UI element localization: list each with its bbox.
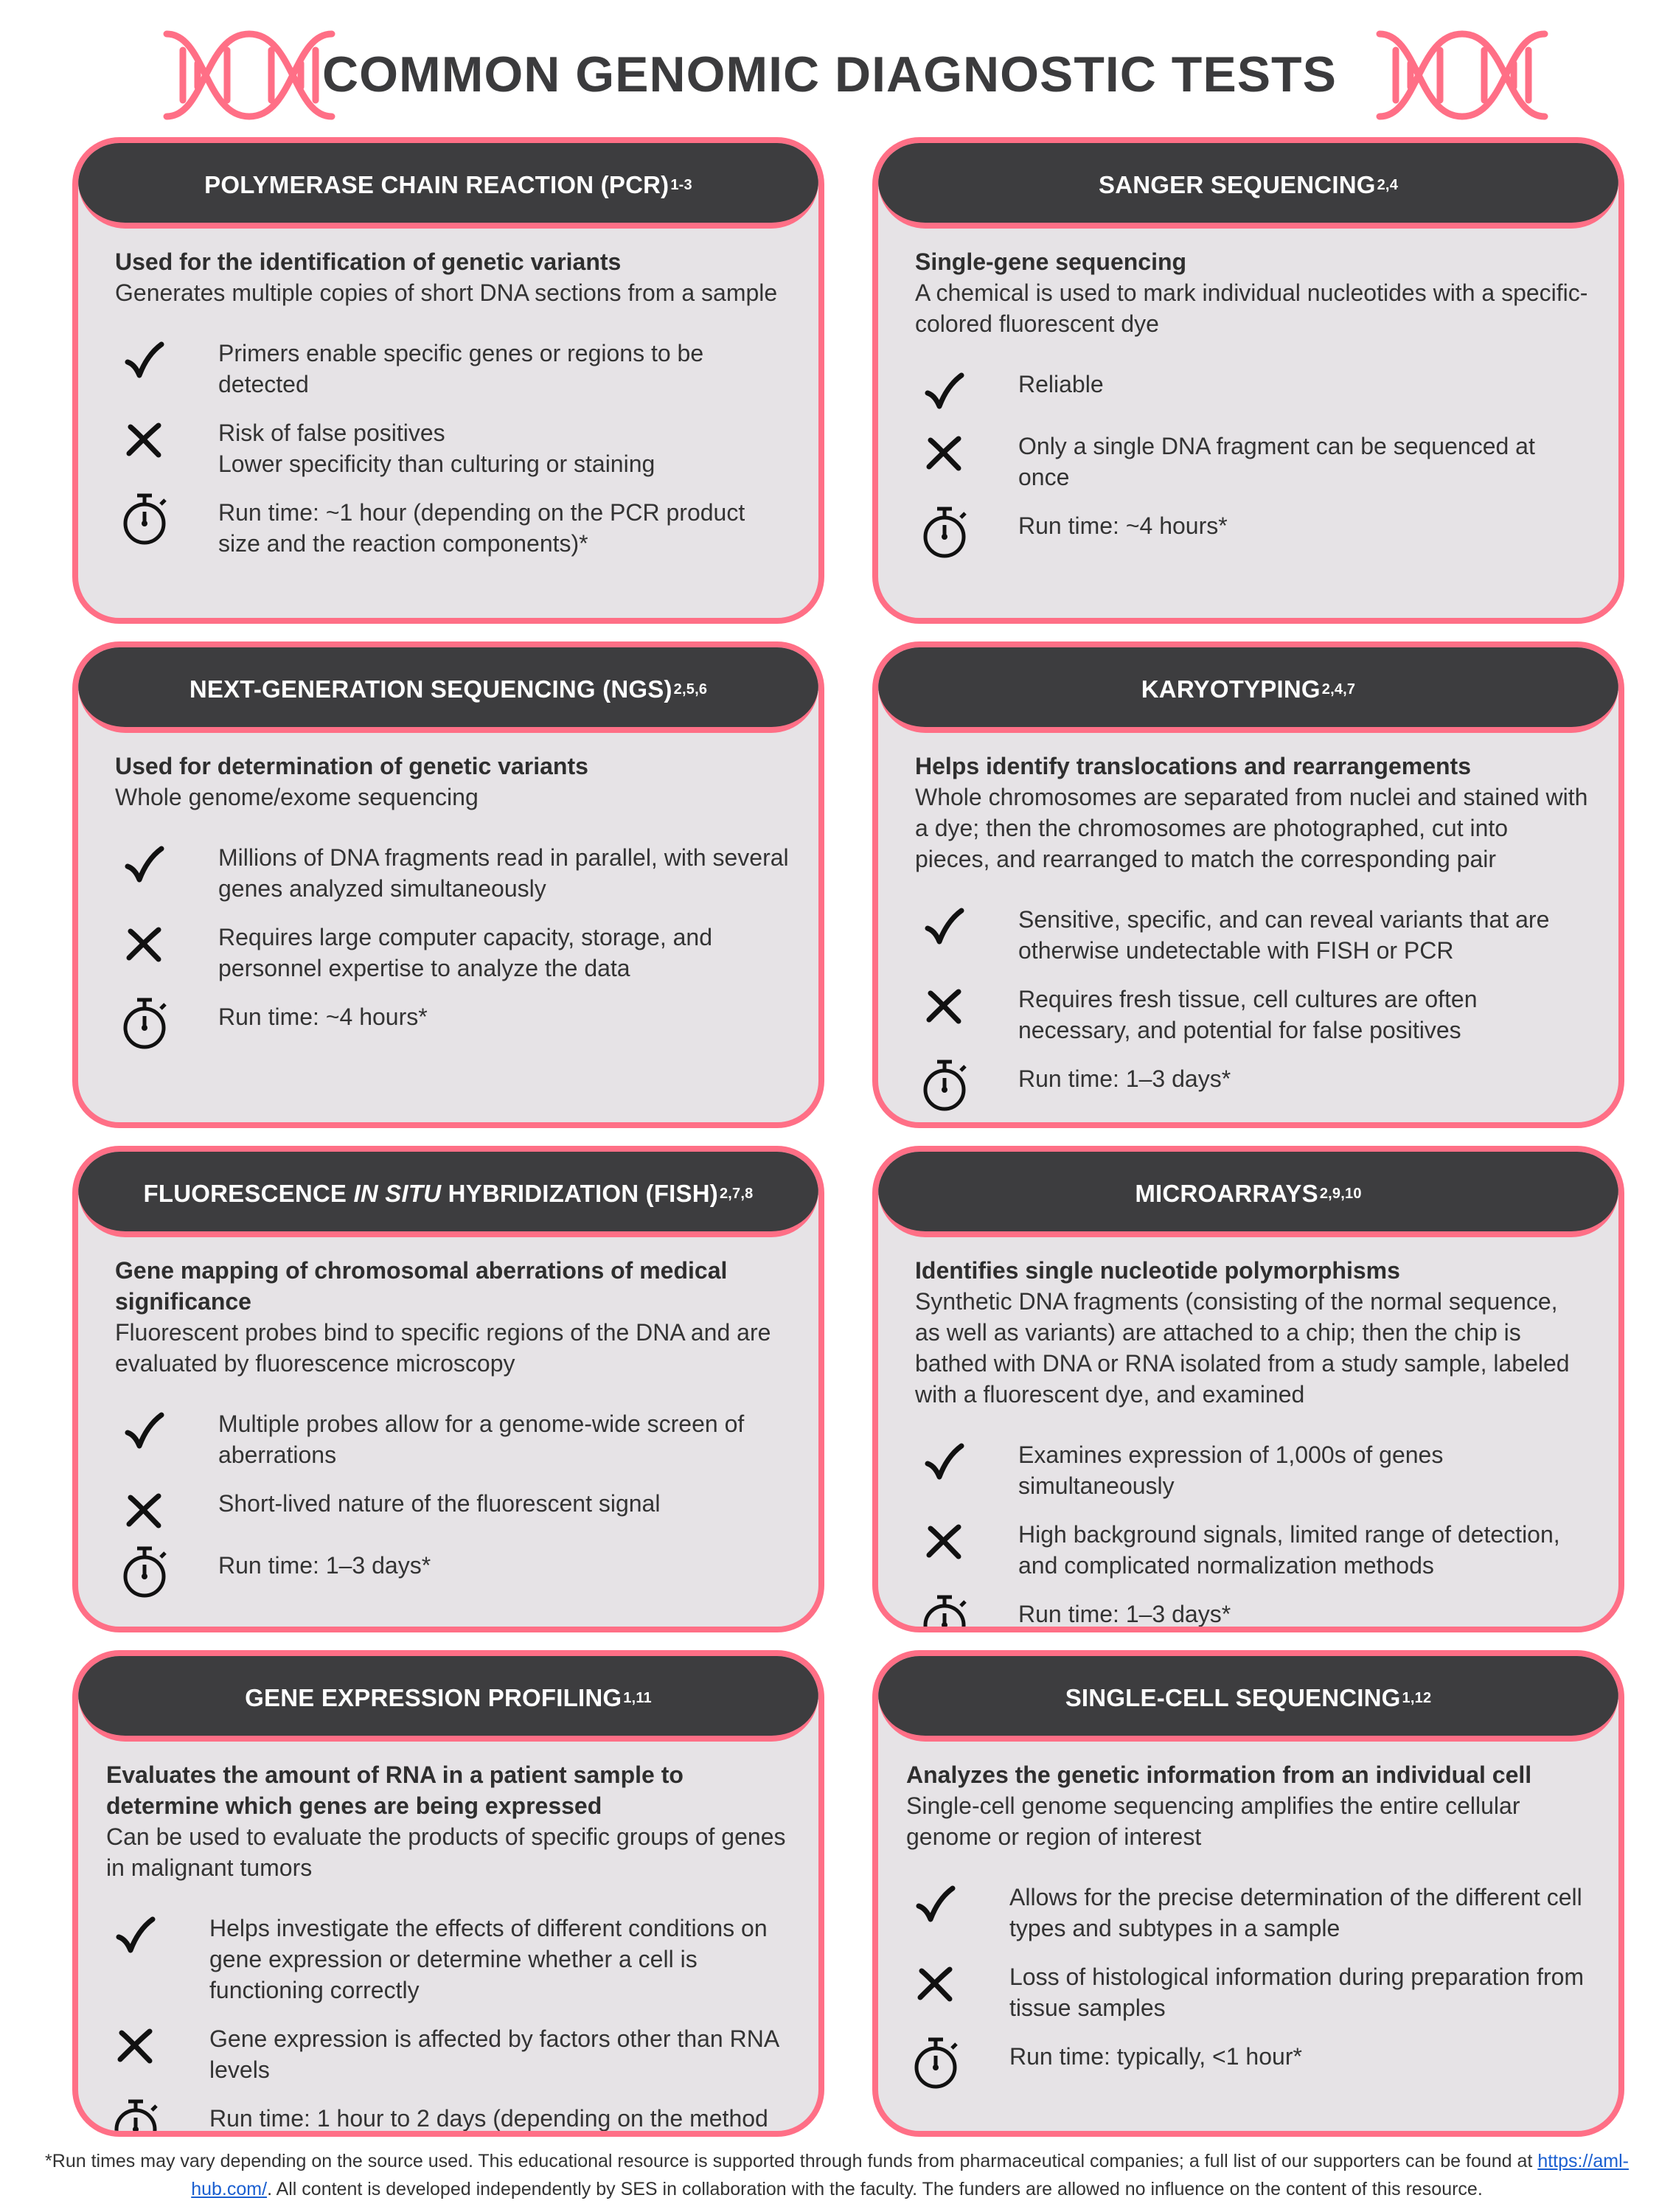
card-description: Synthetic DNA fragments (consisting of the normal sequence, as well as variants) are attached to a chip; then the chip is bathed with DNA or RNA isolated from a study sample, labeled with a fluorescent dye, and examined: [915, 1288, 1570, 1408]
advantage-text: Multiple probes allow for a genome-wide screen of aberrations: [218, 1411, 745, 1468]
runtime-row: [915, 1063, 1589, 1107]
test-card: [72, 137, 824, 624]
card-title-text: POLYMERASE CHAIN REACTION (PCR): [204, 171, 669, 198]
runtime-row: [915, 510, 1589, 554]
test-card: [872, 1650, 1624, 2137]
cross-icon: [915, 1519, 974, 1563]
test-card: [72, 641, 824, 1128]
card-title: MICROARRAYS 2,9,10: [878, 1152, 1618, 1237]
advantage-row: [906, 1882, 1589, 1944]
card-title: KARYOTYPING 2,4,7: [878, 647, 1618, 733]
footer-note: [44, 2147, 1630, 2203]
advantage-row: [915, 904, 1589, 966]
card-body: [906, 1759, 1589, 2103]
card-description: Whole chromosomes are separated from nuclei and stained with a dye; then the chromosomes are photographed, cut into pieces, and rearranged to match the corresponding pair: [915, 784, 1588, 872]
disadvantage-row: [915, 984, 1589, 1046]
cross-icon: [915, 431, 974, 475]
test-card: [872, 1146, 1624, 1632]
card-description: Whole genome/exome sequencing: [115, 784, 479, 810]
cross-icon: [115, 922, 174, 966]
disadvantage-row: [115, 417, 789, 479]
checkmark-icon: [906, 1882, 965, 1926]
advantage-text: Sensitive, specific, and can reveal variants that are otherwise undetectable with FISH or PCR: [1018, 906, 1550, 964]
disadvantage-text: Requires fresh tissue, cell cultures are often necessary, and potential for false positives: [1018, 986, 1478, 1043]
card-body: [115, 246, 789, 577]
disadvantage-text: Risk of false positives Lower specificity than culturing or staining: [218, 420, 655, 477]
checkmark-icon: [915, 1439, 974, 1484]
disadvantage-row: [115, 1488, 789, 1532]
page-header: [0, 0, 1659, 147]
test-card: [72, 1650, 824, 2137]
disadvantage-text: Short-lived nature of the fluorescent signal: [218, 1490, 661, 1517]
card-title-text: MICROARRAYS: [1135, 1180, 1318, 1207]
card-title: FLUORESCENCE IN SITU HYBRIDIZATION (FISH) 2,7,8: [78, 1152, 818, 1237]
card-title: SANGER SEQUENCING 2,4: [878, 143, 1618, 229]
runtime-text: Run time: ~4 hours*: [1018, 512, 1228, 539]
card-lead: Identifies single nucleotide polymorphisms: [915, 1257, 1400, 1284]
advantage-row: [915, 1439, 1589, 1501]
advantage-row: [915, 369, 1589, 413]
disadvantage-row: [115, 922, 789, 984]
card-body: [115, 751, 789, 1063]
card-title: SINGLE-CELL SEQUENCING 1,12: [878, 1656, 1618, 1742]
runtime-row: [106, 2103, 789, 2137]
runtime-text: Run time: 1–3 days*: [1018, 1601, 1231, 1627]
card-body: [915, 1255, 1589, 1632]
advantage-text: Helps investigate the effects of different conditions on gene expression or determine whether a cell is functioning correctly: [209, 1915, 768, 2003]
card-title-text: FLUORESCENCE IN SITU HYBRIDIZATION (FISH): [143, 1180, 718, 1207]
runtime-row: [115, 1001, 789, 1046]
stopwatch-icon: [915, 1599, 974, 1632]
dna-icon: [1374, 28, 1551, 122]
test-card: [872, 641, 1624, 1128]
card-lead: Evaluates the amount of RNA in a patient sample to determine which genes are being expressed: [106, 1761, 684, 1819]
runtime-row: [915, 1599, 1589, 1632]
disadvantage-text: Gene expression is affected by factors other than RNA levels: [209, 2025, 779, 2083]
runtime-row: [906, 2041, 1589, 2085]
checkmark-icon: [115, 842, 174, 886]
supporters-link[interactable]: https://aml-hub.com/: [191, 2151, 1629, 2199]
disadvantage-text: Loss of histological information during preparation from tissue samples: [1009, 1964, 1585, 2021]
checkmark-icon: [915, 369, 974, 413]
card-lead: Used for the identification of genetic variants: [115, 248, 622, 275]
disadvantage-text: High background signals, limited range of detection, and complicated normalization methods: [1018, 1521, 1560, 1579]
disadvantage-row: [915, 1519, 1589, 1581]
runtime-text: Run time: ~4 hours*: [218, 1004, 428, 1030]
checkmark-icon: [115, 338, 174, 382]
disadvantage-text: Only a single DNA fragment can be sequenced at once: [1018, 433, 1535, 490]
disadvantage-row: [915, 431, 1589, 493]
cross-icon: [906, 1961, 965, 2006]
card-lead: Single-gene sequencing: [915, 248, 1187, 275]
advantage-text: Examines expression of 1,000s of genes simultaneously: [1018, 1441, 1444, 1499]
card-title-text: GENE EXPRESSION PROFILING: [245, 1684, 622, 1711]
cross-icon: [106, 2023, 165, 2067]
card-description: Fluorescent probes bind to specific regions of the DNA and are evaluated by fluorescence microscopy: [115, 1319, 771, 1377]
card-title-text: SANGER SEQUENCING: [1098, 171, 1376, 198]
card-title-text: SINGLE-CELL SEQUENCING: [1065, 1684, 1401, 1711]
checkmark-icon: [115, 1408, 174, 1453]
card-body: [915, 751, 1589, 1125]
card-lead: Analyzes the genetic information from an individual cell: [906, 1761, 1532, 1788]
card-lead: Used for determination of genetic variants: [115, 753, 588, 779]
card-title: NEXT-GENERATION SEQUENCING (NGS) 2,5,6: [78, 647, 818, 733]
advantage-row: [115, 1408, 789, 1470]
card-description: Single-cell genome sequencing amplifies the entire cellular genome or region of interest: [906, 1792, 1520, 1850]
footer-text-end: . All content is developed independently by SES in collaboration with the faculty. The funders are allowed no influence on the content of this resource.: [267, 2179, 1483, 2199]
card-description: Can be used to evaluate the products of specific groups of genes in malignant tumors: [106, 1823, 786, 1881]
card-description: Generates multiple copies of short DNA sections from a sample: [115, 279, 778, 306]
card-lead: Helps identify translocations and rearrangements: [915, 753, 1471, 779]
footer-text: *Run times may vary depending on the source used. This educational resource is supported through funds from pharmaceutical companies; a full list of our supporters can be found at: [45, 2151, 1538, 2171]
page-title: COMMON GENOMIC DIAGNOSTIC TESTS: [322, 46, 1337, 102]
card-lead: Gene mapping of chromosomal aberrations of medical significance: [115, 1257, 728, 1315]
checkmark-icon: [915, 904, 974, 948]
cross-icon: [115, 417, 174, 462]
stopwatch-icon: [915, 510, 974, 554]
advantage-text: Primers enable specific genes or regions to be detected: [218, 340, 704, 397]
runtime-text: Run time: typically, <1 hour*: [1009, 2043, 1302, 2070]
advantage-row: [106, 1913, 789, 2006]
stopwatch-icon: [906, 2041, 965, 2085]
card-body: [115, 1255, 789, 1612]
disadvantage-text: Requires large computer capacity, storage, and personnel expertise to analyze the data: [218, 924, 712, 981]
runtime-text: Run time: 1–3 days*: [218, 1552, 431, 1579]
card-description: A chemical is used to mark individual nucleotides with a specific-colored fluorescent dye: [915, 279, 1588, 337]
stopwatch-icon: [115, 1550, 174, 1594]
card-title: GENE EXPRESSION PROFILING 1,11: [78, 1656, 818, 1742]
test-card: [872, 137, 1624, 624]
stopwatch-icon: [115, 497, 174, 541]
card-body: [915, 246, 1589, 572]
advantage-text: Reliable: [1018, 371, 1104, 397]
advantage-text: Millions of DNA fragments read in parallel, with several genes analyzed simultaneously: [218, 844, 789, 902]
advantage-row: [115, 338, 789, 400]
runtime-row: [115, 497, 789, 559]
runtime-text: Run time: 1–3 days*: [1018, 1065, 1231, 1092]
runtime-row: [115, 1550, 789, 1594]
stopwatch-icon: [115, 1001, 174, 1046]
test-card: [72, 1146, 824, 1632]
cross-icon: [915, 984, 974, 1028]
card-title-text: KARYOTYPING: [1141, 675, 1321, 703]
disadvantage-row: [906, 1961, 1589, 2023]
cross-icon: [115, 1488, 174, 1532]
runtime-text: Run time: ~1 hour (depending on the PCR product size and the reaction components)*: [218, 499, 745, 557]
card-body: [106, 1759, 789, 2137]
advantage-text: Allows for the precise determination of the different cell types and subtypes in a sample: [1009, 1884, 1582, 1941]
stopwatch-icon: [915, 1063, 974, 1107]
card-title-text: NEXT-GENERATION SEQUENCING (NGS): [189, 675, 672, 703]
stopwatch-icon: [106, 2103, 165, 2137]
runtime-text: Run time: 1 hour to 2 days (depending on the method: [209, 2105, 768, 2132]
card-title: POLYMERASE CHAIN REACTION (PCR) 1-3: [78, 143, 818, 229]
checkmark-icon: [106, 1913, 165, 1957]
advantage-row: [115, 842, 789, 904]
disadvantage-row: [106, 2023, 789, 2085]
